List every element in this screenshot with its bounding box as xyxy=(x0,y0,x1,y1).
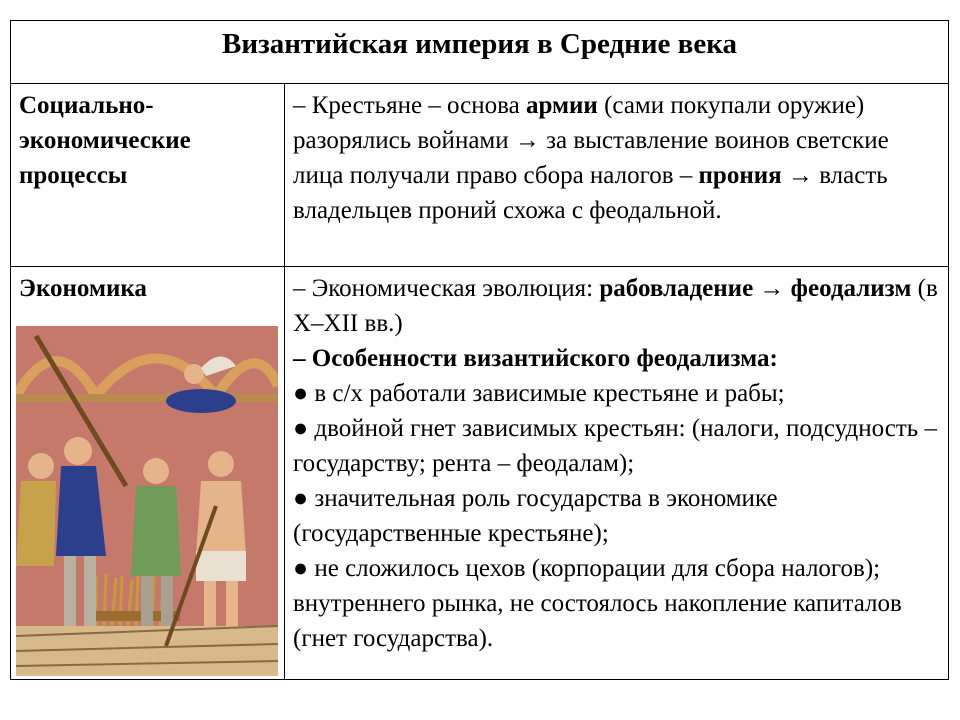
row-content-social xyxy=(285,84,949,267)
table-row xyxy=(11,84,949,267)
text-fragment: – Крестьяне – основа xyxy=(293,92,526,119)
list-item: ● значительная роль государства в экономике (государственные крестьяне); xyxy=(293,485,778,547)
page-title: Византийская империя в Средние века xyxy=(11,21,949,84)
list-item: ● двойной гнет зависимых крестьян: (налоги, подсудность – государству; рента – феодалам); xyxy=(293,415,937,477)
bold-term-pronia: прония xyxy=(698,162,782,189)
text-fragment: (в X–XII вв.) xyxy=(293,275,938,337)
text-fragment: – Экономическая эволюция: xyxy=(293,275,600,302)
section-heading: – Особенности византийского феодализма: xyxy=(293,345,778,372)
row-content-economy xyxy=(285,267,949,680)
row-label-text: Экономика xyxy=(19,275,147,302)
text-fragment: → власть владельцев проний схожа с феодальной. xyxy=(293,162,888,224)
bold-term-evolution: рабовладение → феодализм xyxy=(599,275,912,302)
text-fragment: (сами покупали оружие) разорялись войнами → за выставление воинов светские лица получали право сбора налогов – xyxy=(293,92,889,189)
list-item: ● в с/х работали зависимые крестьяне и рабы; xyxy=(293,380,785,407)
row-label-social: Социально-экономические процессы xyxy=(11,84,285,267)
bold-term-army: армии xyxy=(525,92,598,119)
medieval-harvest-illustration xyxy=(16,326,278,676)
list-item: ● не сложилось цехов (корпорации для сбора налогов); внутреннего рынка, не состоялось накопление капиталов (гнет государства). xyxy=(293,555,902,652)
